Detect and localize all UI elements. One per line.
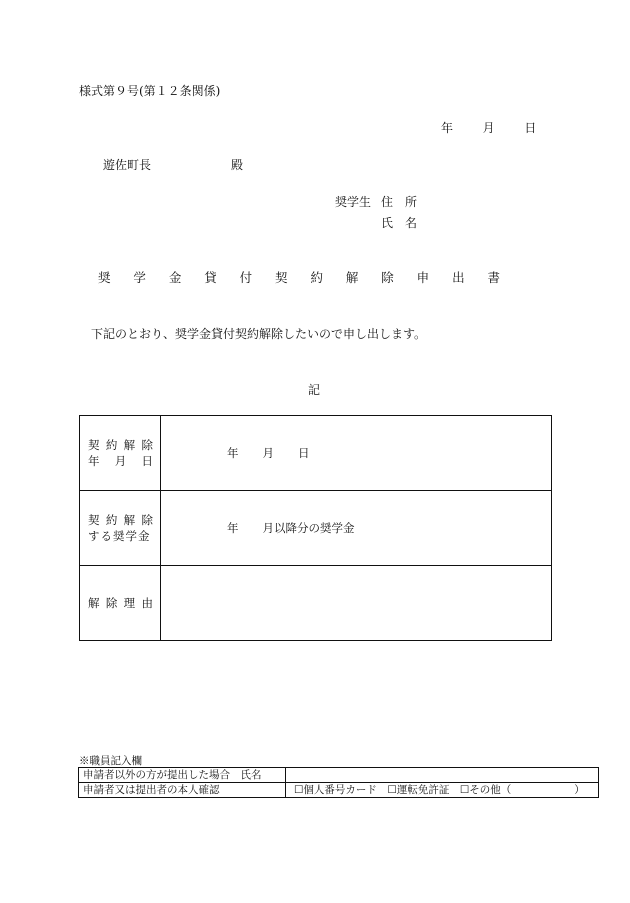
identity-check-options[interactable]: ☐個人番号カード ☐運転免許証 ☐その他（ ） bbox=[286, 783, 599, 798]
date-line bbox=[441, 119, 536, 136]
addressee-name: 遊佐町長 bbox=[103, 158, 152, 172]
applicant-role: 奨学生 bbox=[335, 195, 372, 209]
terminated-scholarship-label: 契 約 解 除 する奨学金 bbox=[80, 491, 161, 566]
termination-date-value[interactable]: 年 月 日 bbox=[161, 416, 552, 491]
staff-table bbox=[78, 767, 599, 798]
proxy-submitter-name-field[interactable] bbox=[286, 768, 599, 783]
form-number: 様式第９号(第１２条関係) bbox=[79, 84, 221, 98]
table-row bbox=[80, 566, 552, 641]
table-row bbox=[80, 491, 552, 566]
table-row bbox=[79, 768, 599, 783]
date-year-label: 年 bbox=[441, 121, 454, 135]
addressee-honorific: 殿 bbox=[231, 158, 244, 172]
terminated-scholarship-value[interactable]: 年 月以降分の奨学金 bbox=[161, 491, 552, 566]
termination-table bbox=[79, 415, 552, 641]
staff-heading: ※職員記入欄 bbox=[79, 755, 142, 767]
termination-reason-value[interactable] bbox=[161, 566, 552, 641]
termination-reason-label: 解 除 理 由 bbox=[80, 566, 161, 641]
proxy-submitter-label: 申請者以外の方が提出した場合 氏名 bbox=[79, 768, 286, 783]
intro-text: 下記のとおり、奨学金貸付契約解除したいので申し出します。 bbox=[91, 327, 427, 341]
identity-check-label: 申請者又は提出者の本人確認 bbox=[79, 783, 286, 798]
date-month-label: 月 bbox=[482, 121, 495, 135]
table-row bbox=[79, 783, 599, 798]
termination-date-label: 契 約 解 除 年 月 日 bbox=[80, 416, 161, 491]
applicant-name-label: 氏 名 bbox=[381, 216, 417, 230]
document-title: 奨 学 金 貸 付 契 約 解 除 申 出 書 bbox=[98, 270, 500, 285]
date-day-label: 日 bbox=[524, 121, 537, 135]
applicant-address-label: 住 所 bbox=[381, 195, 417, 209]
ki-heading: 記 bbox=[308, 383, 321, 397]
table-row bbox=[80, 416, 552, 491]
